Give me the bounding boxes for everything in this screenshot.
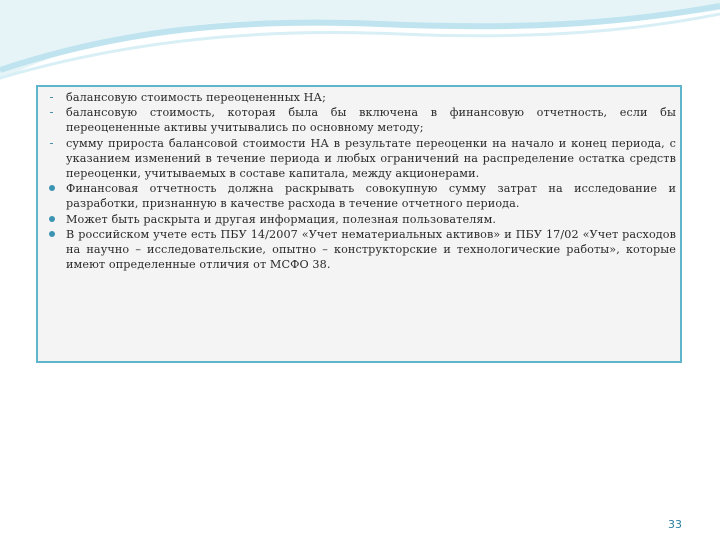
list-item-text: балансовую стоимость переоцененных НА; [66,91,326,104]
list-item-text: Финансовая отчетность должна раскрывать совокупную сумму затрат на исследование и разработки, признанную в качестве расхода в течение отчетного периода. [66,182,676,211]
list-item-text: В российском учете есть ПБУ 14/2007 «Учет нематериальных активов» и ПБУ 17/02 «Учет расходов на научно – исследовательские, опытно – конструкторские и технологические работы», которые имеют определенные отличия от МСФО 38. [66,227,676,272]
header-swoosh-decoration [0,0,720,90]
bullet-icon [48,181,60,196]
page-number: 33 [668,518,682,531]
bullet-icon [48,227,60,242]
list-item [48,136,676,182]
content-box [36,85,682,363]
list-item [48,90,676,105]
dash-marker-icon [48,105,60,120]
dash-marker-icon [48,90,60,105]
list-item-text: Может быть раскрыта и другая информация, полезная пользователям. [66,212,497,226]
list-item-text: сумму прироста балансовой стоимости НА в результате переоценки на начало и конец периода, с указанием изменений в течение периода и любых ограничений на распределение остатка средств переоценки, учитываемых в составе капитала, между акционерами. [66,136,676,181]
bullet-icon [48,212,60,227]
list-item-text: балансовую стоимость, которая была бы включена в финансовую отчетность, если бы переоцененные активы учитывались по основному методу; [66,106,676,135]
list-item [48,105,676,135]
item-list [48,90,676,272]
dash-marker-icon [48,136,60,151]
list-item [48,181,676,211]
list-item [48,212,676,227]
list-item [48,227,676,273]
